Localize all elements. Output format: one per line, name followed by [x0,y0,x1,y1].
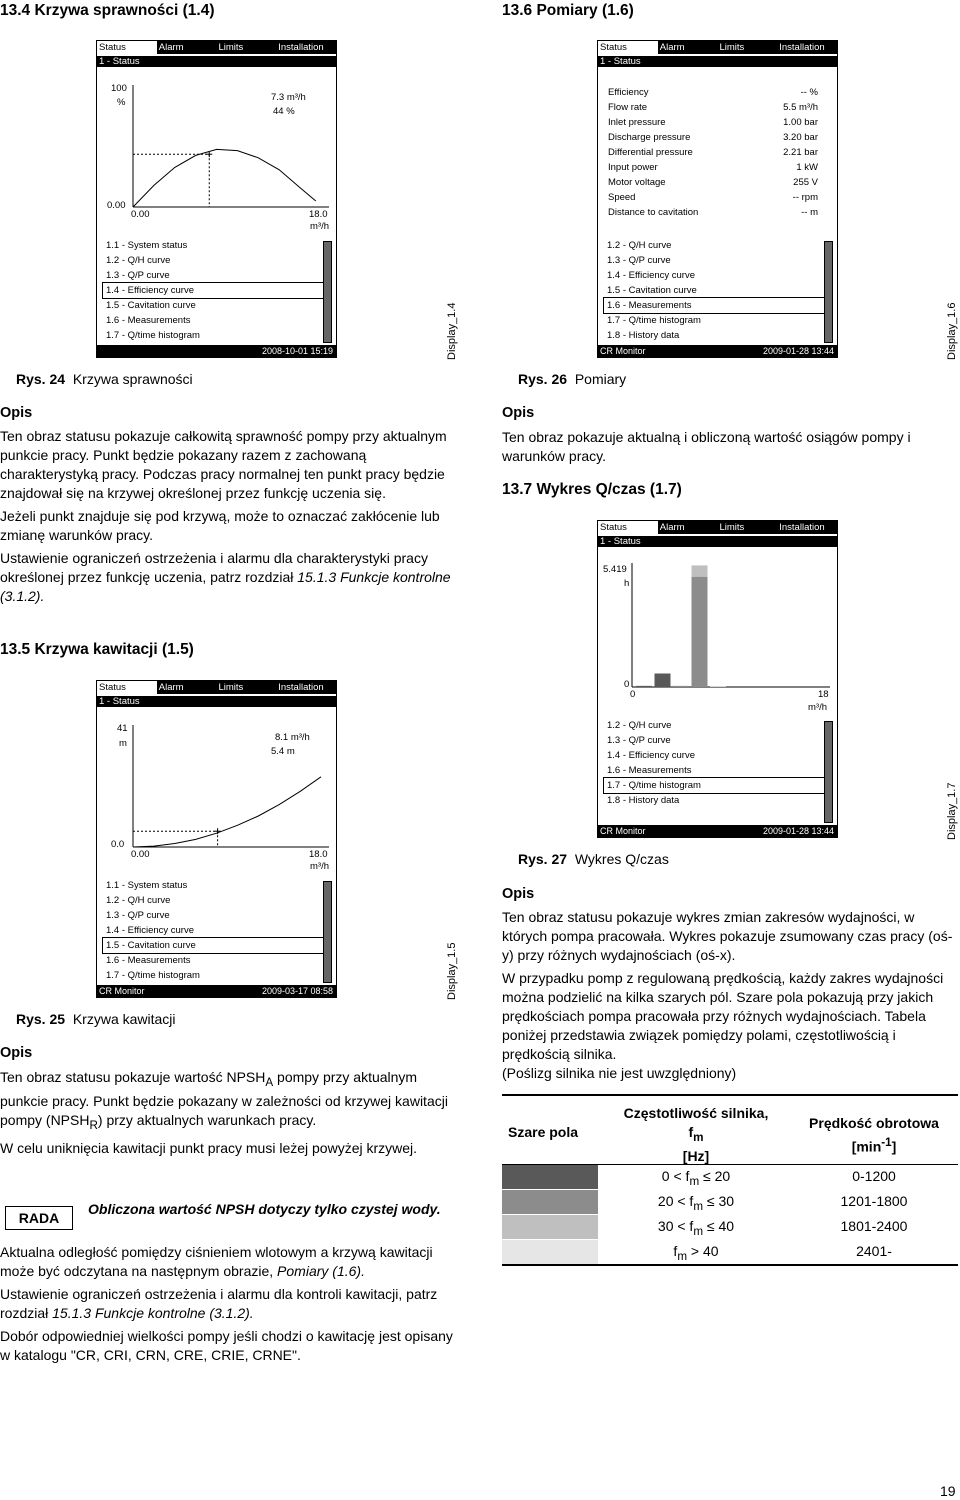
gray-field-swatch [502,1190,598,1214]
display-subtitle: 1 - Status [598,56,837,67]
y-unit-label: m [119,738,127,749]
table-row [502,1189,958,1214]
heading-13-5: 13.5 Krzywa kawitacji (1.5) [0,641,194,658]
table-body [502,1165,958,1264]
opis-label: Opis [502,886,535,902]
display-footer [97,345,336,357]
measurement-label: Motor voltage [608,177,666,188]
speed-cell: 1801-2400 [840,1218,908,1234]
display-subtitle: 1 - Status [97,56,336,67]
menu-item[interactable]: 1.6 - Measurements [607,765,692,776]
tab-limits[interactable]: Limits [218,682,244,693]
caption-text: Krzywa sprawności [72,371,193,387]
gray-field-swatch [502,1215,598,1239]
tab-installation[interactable]: Installation [779,522,825,533]
footer-left: CR Monitor [600,346,646,356]
x-min-label: 0.00 [131,849,150,860]
scrollbar[interactable] [824,241,833,343]
caption-number: Rys. 27 [518,851,568,867]
menu-item[interactable]: 1.8 - History data [607,330,680,341]
x-unit-label: m³/h [310,861,329,872]
menu-item[interactable]: 1.3 - Q/P curve [106,910,170,921]
measurement-label: Distance to cavitation [608,207,699,218]
x-unit-label: m³/h [808,702,827,713]
caption-text: Wykres Q/czas [574,851,669,867]
measurement-value: -- rpm [792,192,818,203]
chapter-reference[interactable]: 15.1.3 Funkcje kontrolne (3.1.2). [52,1305,254,1321]
point-value-label: 5.4 m [271,746,295,757]
display-menu [103,238,323,343]
menu-item[interactable]: 1.1 - System status [106,240,188,251]
menu-item[interactable]: 1.3 - Q/P curve [607,255,671,266]
opis-label: Opis [0,405,33,421]
y-unit-label: h [624,578,630,589]
measurement-value: 1.00 bar [783,117,818,128]
measurement-label: Flow rate [608,102,648,113]
display-menu [604,238,824,343]
display-menu [604,718,824,808]
cavitation-chart [97,681,336,881]
measurement-row [608,85,818,100]
gray-field-swatch [502,1240,598,1264]
menu-item[interactable]: 1.3 - Q/P curve [106,270,170,281]
measurement-label: Speed [608,192,636,203]
table-row [502,1239,958,1264]
tab-limits[interactable]: Limits [719,522,745,533]
menu-item[interactable]: 1.2 - Q/H curve [106,895,171,906]
paragraph: W celu uniknięcia kawitacji punkt pracy musi leżej powyżej krzywej. [0,1139,418,1156]
y-unit-label: % [117,97,126,108]
menu-item[interactable]: 1.8 - History data [607,795,680,806]
y-max-label: 5.419 [603,564,627,575]
figure-caption-25 [16,1011,176,1027]
caption-number: Rys. 26 [518,371,568,387]
menu-item[interactable]: 1.2 - Q/H curve [106,255,171,266]
x-min-label: 0 [630,689,636,700]
menu-item[interactable]: 1.6 - Measurements [106,315,191,326]
section-13-5-text [0,1068,460,1162]
rada-note [0,1200,460,1240]
paragraph: Ten obraz statusu pokazuje całkowitą sprawność pompy przy aktualnym punkcie pracy. Punkt będzie pokazany razem z zachowaną charakterystyką pracy. Podczas pracy normalnej ten punkt pracy będzie znajdował się na krzywej określonej przez funkcję uczenia się. [0,428,447,501]
menu-item[interactable]: 1.4 - Efficiency curve [106,925,195,936]
measurement-value: -- % [800,87,818,98]
tab-status[interactable]: Status [97,681,157,694]
y-max-label: 100 [111,83,127,94]
frequency-cell: $20 < f_m \le 30$ [657,1193,735,1213]
measurement-row [608,175,818,190]
display-cavitation-curve [96,680,337,998]
footer-datetime: 2009-01-28 13:44 [762,826,834,836]
display-efficiency-curve [96,40,337,358]
figure-caption-27 [518,851,669,867]
paragraph: Ustawienie ograniczeń ostrzeżenia i alarmu dla kontroli kawitacji, patrz rozdział 15.1.3 Funkcje kontrolne (3.1.2). [0,1286,438,1321]
measurement-row [608,115,818,130]
menu-item[interactable]: 1.7 - Q/time histogram [607,315,701,326]
menu-item[interactable]: 1.7 - Q/time histogram [106,970,200,981]
rada-label: RADA [5,1206,73,1230]
x-min-label: 0.00 [131,209,150,220]
heading-13-4: 13.4 Krzywa sprawności (1.4) [0,2,215,19]
x-max-label: 18 [818,689,829,700]
figure-caption-24 [16,371,193,387]
histogram-bar [692,565,708,576]
menu-item[interactable]: 1.4 - Efficiency curve [607,270,696,281]
tab-installation[interactable]: Installation [278,42,324,53]
x-max-label: 18.0 [309,849,328,860]
measurement-label: Inlet pressure [608,117,666,128]
section-13-5-text-cont [0,1243,460,1369]
caption-number: Rys. 24 [16,371,66,387]
footer-left: CR Monitor [600,826,646,836]
measurement-label: Efficiency [608,87,649,98]
caption-number: Rys. 25 [16,1011,66,1027]
menu-item[interactable]: 1.5 - Cavitation curve [103,938,323,953]
menu-item[interactable]: 1.6 - Measurements [106,955,191,966]
measurement-label: Discharge pressure [608,132,691,143]
section-13-7-text [502,908,957,1087]
point-flow-label: 8.1 m³/h [275,732,310,743]
tab-alarm[interactable]: Alarm [158,682,184,693]
footer-datetime: 2009-03-17 08:58 [261,986,333,996]
measurement-value: 2.21 bar [783,147,818,158]
section-13-6-text [502,428,957,470]
measurement-value: 5.5 m³/h [783,102,818,113]
display-footer [97,985,336,997]
x-unit-label: m³/h [310,221,329,232]
tab-alarm[interactable]: Alarm [659,522,685,533]
tab-alarm[interactable]: Alarm [158,42,184,53]
display-footer [598,825,837,837]
speed-cell: 1201-1800 [840,1193,908,1209]
display-q-time-histogram [597,520,838,838]
footer-datetime: 2008-10-01 15:19 [261,346,333,356]
table-row [502,1165,958,1189]
measurement-value: -- m [801,207,818,218]
display-id-label: Display_1.6 [946,302,958,360]
point-value-label: 44 % [273,106,295,117]
measurement-value: 255 V [793,177,818,188]
histogram-bar [636,686,652,687]
menu-item[interactable]: 1.7 - Q/time histogram [604,778,824,793]
menu-item[interactable]: 1.7 - Q/time histogram [106,330,200,341]
scrollbar[interactable] [323,241,332,343]
paragraph: (Poślizg silnika nie jest uwzględniony) [502,1065,737,1081]
section-13-4-text [0,427,460,610]
speed-cell: 0-1200 [852,1168,896,1184]
measurement-row [608,160,818,175]
histogram-chart [598,521,837,721]
paragraph: Jeżeli punkt znajduje się pod krzywą, może to oznaczać zakłócenie lub zmianę warunków pracy. [0,508,440,543]
tab-limits[interactable]: Limits [719,42,745,53]
y-min-label: 0 [624,679,630,690]
display-subtitle: 1 - Status [598,536,837,547]
histogram-bar [655,673,671,687]
speed-table [502,1094,958,1266]
display-footer [598,345,837,357]
paragraph: Aktualna odległość pomiędzy ciśnieniem wlotowym a krzywą kawitacji może być odczytana na następnym obrazie, Pomiary (1.6). [0,1244,433,1279]
histogram-bar [673,686,689,687]
footer-left: CR Monitor [99,986,145,996]
paragraph: Ten obraz statusu pokazuje wykres zmian zakresów wydajności, w których pompa pracowała. Wykres pokazuje zsumowany czas pracy (oś-y) przy różnych wydajnościach (oś-x). [502,909,953,963]
scrollbar[interactable] [824,721,833,823]
display-id-label: Display_1.7 [946,782,958,840]
opis-label: Opis [0,1045,33,1061]
tab-limits[interactable]: Limits [218,42,244,53]
measurement-label: Input power [608,162,658,173]
frequency-cell: $0 < f_m \le 20$ [661,1168,731,1188]
menu-item[interactable]: 1.2 - Q/H curve [607,240,672,251]
heading-13-6: 13.6 Pomiary (1.6) [502,2,634,19]
tab-installation[interactable]: Installation [278,682,324,693]
measurement-row [608,190,818,205]
measurement-row [608,205,818,220]
y-min-label: 0.0 [111,839,125,850]
table-header-frequency: Częstotliwość silnika, $f_m$ [Hz] [623,1105,769,1164]
efficiency-chart [97,41,336,241]
tab-status[interactable]: Status [598,521,658,534]
table-row [502,1214,958,1239]
point-flow-label: 7.3 m³/h [271,92,306,103]
speed-cell: 2401- [856,1243,892,1259]
measurement-value: 3.20 bar [783,132,818,143]
paragraph: Ustawienie ograniczeń ostrzeżenia i alarmu dla charakterystyki pracy określonej przez funkcję uczenia, patrz rozdział 15.1.3 Funkcje kontrolne (3.1.2). [0,550,451,604]
paragraph: Ten obraz pokazuje aktualną i obliczoną wartość osiągów pompy i warunków pracy. [502,429,911,464]
menu-item[interactable]: 1.6 - Measurements [604,298,824,313]
measurement-row [608,145,818,160]
cavitation-curve-line [133,777,321,847]
display-menu [103,878,323,983]
tab-alarm[interactable]: Alarm [659,42,685,53]
figure-caption-26 [518,371,626,387]
frequency-cell: $30 < f_m \le 40$ [657,1218,735,1238]
display-tabs [598,41,837,54]
display-subtitle: 1 - Status [97,696,336,707]
menu-item[interactable]: 1.4 - Efficiency curve [103,283,323,298]
gray-field-swatch [502,1165,598,1189]
chapter-reference[interactable]: 15.1.3 Funkcje kontrolne (3.1.2). [0,569,451,604]
measurement-value: 1 kW [796,162,818,173]
measurement-label: Differential pressure [608,147,693,158]
screen-reference[interactable]: Pomiary (1.6). [277,1263,365,1279]
display-id-label: Display_1.4 [446,302,458,360]
caption-text: Pomiary [574,371,627,387]
display-id-label: Display_1.5 [446,942,458,1000]
tab-status[interactable]: Status [598,41,658,54]
table-header-speed: Prędkość obrotowa $[\min^{-1}]$ [809,1115,939,1155]
table-header-gray-fields: Szare pola [508,1124,579,1140]
heading-13-7: 13.7 Wykres Q/czas (1.7) [502,481,682,498]
tab-status[interactable]: Status [97,41,157,54]
paragraph: Ten obraz statusu pokazuje wartość $NPSH_A$ pompy przy aktualnym punkcie pracy. Punkt będzie pokazany w zależności od krzywej kawitacji pompy $(NPSH_R)$ przy aktualnych warunkach pracy. [0,1069,448,1132]
measurement-row [608,130,818,145]
caption-text: Krzywa kawitacji [72,1011,176,1027]
page-number: 19 [940,1483,956,1499]
x-max-label: 18.0 [309,209,328,220]
menu-item[interactable]: 1.5 - Cavitation curve [607,285,697,296]
menu-item[interactable]: 1.3 - Q/P curve [607,735,671,746]
footer-datetime: 2009-01-28 13:44 [762,346,834,356]
measurement-row [608,100,818,115]
opis-label: Opis [502,405,535,421]
scrollbar[interactable] [323,881,332,983]
paragraph: Dobór odpowiedniej wielkości pompy jeśli chodzi o kawitację jest opisany w katalogu "CR, CRI, CRN, CRE, CRIE, CRNE". [0,1328,453,1363]
menu-item[interactable]: 1.2 - Q/H curve [607,720,672,731]
histogram-bar [692,577,708,687]
tab-installation[interactable]: Installation [779,42,825,53]
rada-text: Obliczona wartość NPSH dotyczy tylko czystej wody. [88,1201,441,1217]
display-measurements [597,40,838,358]
efficiency-curve-line [133,149,316,207]
menu-item[interactable]: 1.4 - Efficiency curve [607,750,696,761]
y-max-label: 41 [117,723,128,734]
menu-item[interactable]: 1.1 - System status [106,880,188,891]
frequency-cell: $f_m > 40$ [673,1243,719,1263]
paragraph: W przypadku pomp z regulowaną prędkością, każdy zakres wydajności można podzielić na kilka szarych pól. Szare pola pokazują przy jakich prędkościach pompa pracowała przy różnych wydajnościach. Tabela poniżej przedstawia związek pomiędzy polami, częstotliwością i prędkością silnika. [502,970,944,1062]
menu-item[interactable]: 1.5 - Cavitation curve [106,300,196,311]
y-min-label: 0.00 [107,200,126,211]
